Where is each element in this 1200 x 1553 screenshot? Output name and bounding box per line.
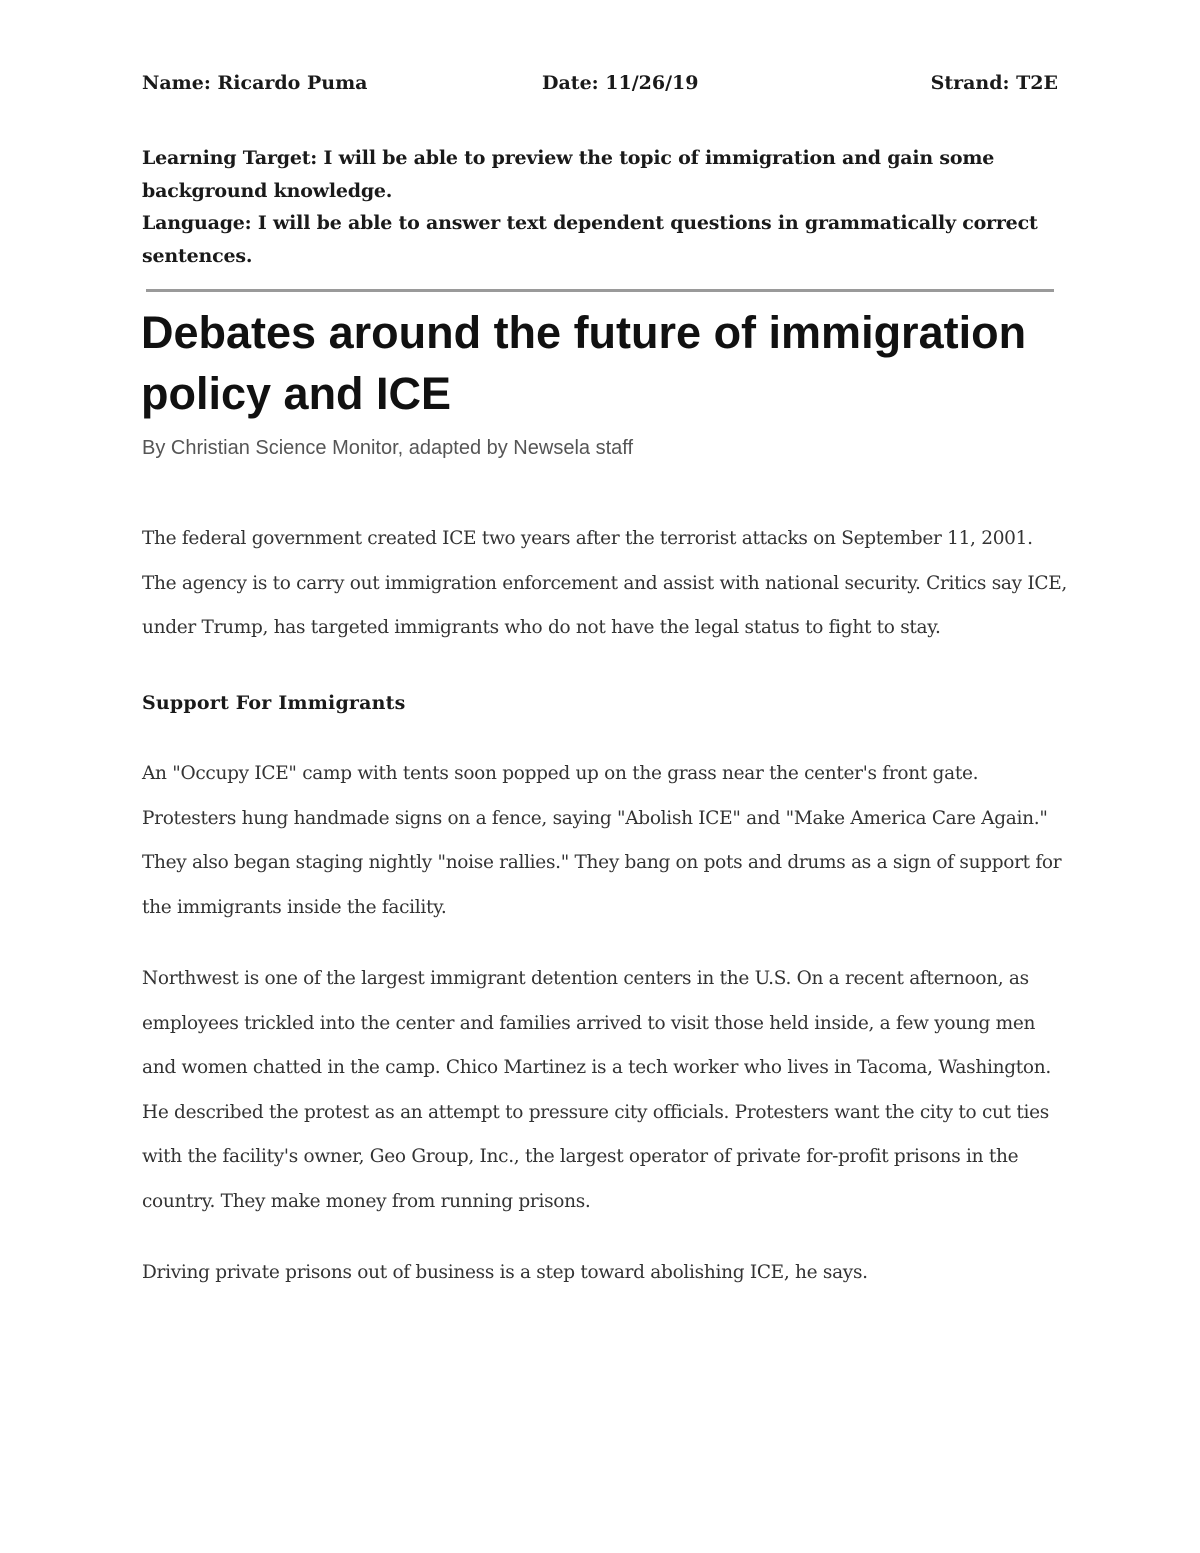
article-paragraph: The federal government created ICE two years after the terrorist attacks on September 11, 2001. The agency is to carry out immigration enforcement and assist with national security. Critics say ICE, under Trump, has targeted immigrants who do not have the legal status to fight to stay. xyxy=(142,528,1068,638)
strand-label: Strand: T2E xyxy=(930,72,1058,94)
assignment-date: Date: 11/26/19 xyxy=(542,72,699,94)
article-byline: By Christian Science Monitor, adapted by Newsela staff xyxy=(142,437,633,459)
learning-objectives xyxy=(142,142,1042,272)
learning-target: Learning Target: I will be able to preview the topic of immigration and gain some background knowledge. xyxy=(142,147,995,202)
language-target: Language: I will be able to answer text dependent questions in grammatically correct sentences. xyxy=(142,212,1038,267)
article-paragraph: Driving private prisons out of business is a step toward abolishing ICE, he says. xyxy=(142,1262,868,1283)
horizontal-divider xyxy=(146,289,1054,292)
section-heading: Support For Immigrants xyxy=(142,692,406,714)
article-paragraph: Northwest is one of the largest immigrant detention centers in the U.S. On a recent afternoon, as employees trickled into the center and families arrived to visit those held inside, a few young men and women chatted in the camp. Chico Martinez is a tech worker who lives in Tacoma, Washington. He described the protest as an attempt to pressure city officials. Protesters want the city to cut ties with the facility's owner, Geo Group, Inc., the largest operator of private for-profit prisons in the country. They make money from running prisons. xyxy=(142,968,1051,1212)
student-header xyxy=(142,72,1058,102)
article-title: Debates around the future of immigration policy and ICE xyxy=(141,307,1027,419)
student-name: Name: Ricardo Puma xyxy=(142,72,368,94)
article-paragraph: An "Occupy ICE" camp with tents soon popped up on the grass near the center's front gate. Protesters hung handmade signs on a fence, saying "Abolish ICE" and "Make America Care Again." They also began staging nightly "noise rallies." They bang on pots and drums as a sign of support for the immigrants inside the facility. xyxy=(142,763,1062,918)
